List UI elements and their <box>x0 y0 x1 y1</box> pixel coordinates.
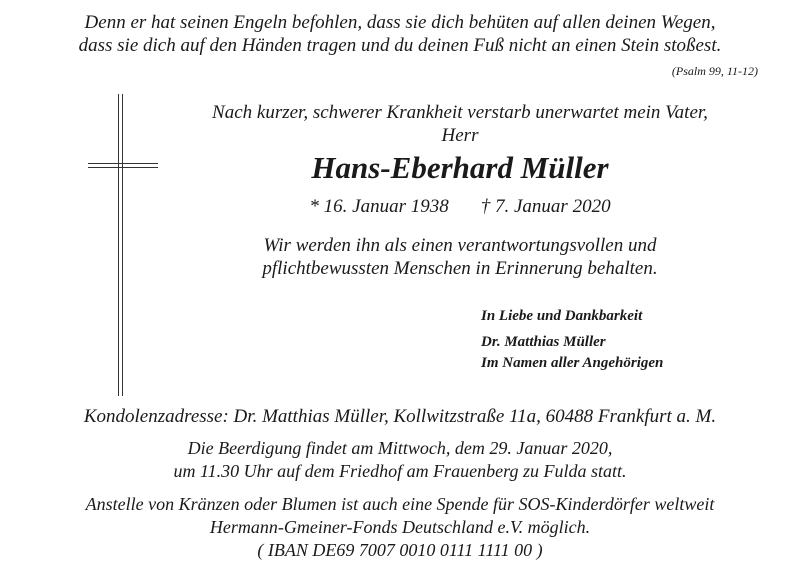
bible-verse <box>0 11 800 57</box>
memory-text <box>160 234 760 280</box>
signature-block <box>481 306 663 374</box>
verse-line-2: dass sie dich auf den Händen tragen und du deinen Fuß nicht an einen Stein stoßest. <box>78 35 722 56</box>
donation-iban: ( IBAN DE69 7007 0010 0111 1111 00 ) <box>257 540 543 560</box>
intro-line-1: Nach kurzer, schwerer Krankheit verstarb unerwartet mein Vater, <box>212 102 708 123</box>
intro-line-2: Herr <box>441 125 479 146</box>
funeral-line-2: um 11.30 Uhr auf dem Friedhof am Frauenberg zu Fulda statt. <box>173 461 627 481</box>
intro-text <box>160 101 760 147</box>
verse-line-1: Denn er hat seinen Engeln befohlen, dass sie dich behüten auf allen deinen Wegen, <box>84 12 716 33</box>
signature-line-3: Im Namen aller Angehörigen <box>481 355 664 371</box>
life-dates <box>160 195 760 218</box>
donation-line-2: Hermann-Gmeiner-Fonds Deutschland e.V. möglich. <box>209 517 591 537</box>
funeral-info <box>0 437 800 483</box>
signature-line-2: Dr. Matthias Müller <box>481 334 606 350</box>
memory-line-1: Wir werden ihn als einen verantwortungsvollen und <box>263 235 657 256</box>
funeral-line-1: Die Beerdigung findet am Mittwoch, dem 29. Januar 2020, <box>187 438 613 458</box>
verse-source: (Psalm 99, 11-12) <box>671 64 758 78</box>
death-date: † 7. Januar 2020 <box>480 196 611 217</box>
condolence-address: Kondolenzadresse: Dr. Matthias Müller, Kollwitzstraße 11a, 60488 Frankfurt a. M. <box>83 406 717 427</box>
deceased-name: Hans-Eberhard Müller <box>311 150 609 185</box>
birth-date: * 16. Januar 1938 <box>309 196 449 217</box>
signature-line-1: In Liebe und Dankbarkeit <box>481 308 643 324</box>
cross-icon <box>88 94 158 396</box>
donation-info <box>0 493 800 562</box>
donation-line-1: Anstelle von Kränzen oder Blumen ist auch eine Spende für SOS-Kinderdörfer weltweit <box>85 494 715 514</box>
memory-line-2: pflichtbewussten Menschen in Erinnerung behalten. <box>262 258 658 279</box>
